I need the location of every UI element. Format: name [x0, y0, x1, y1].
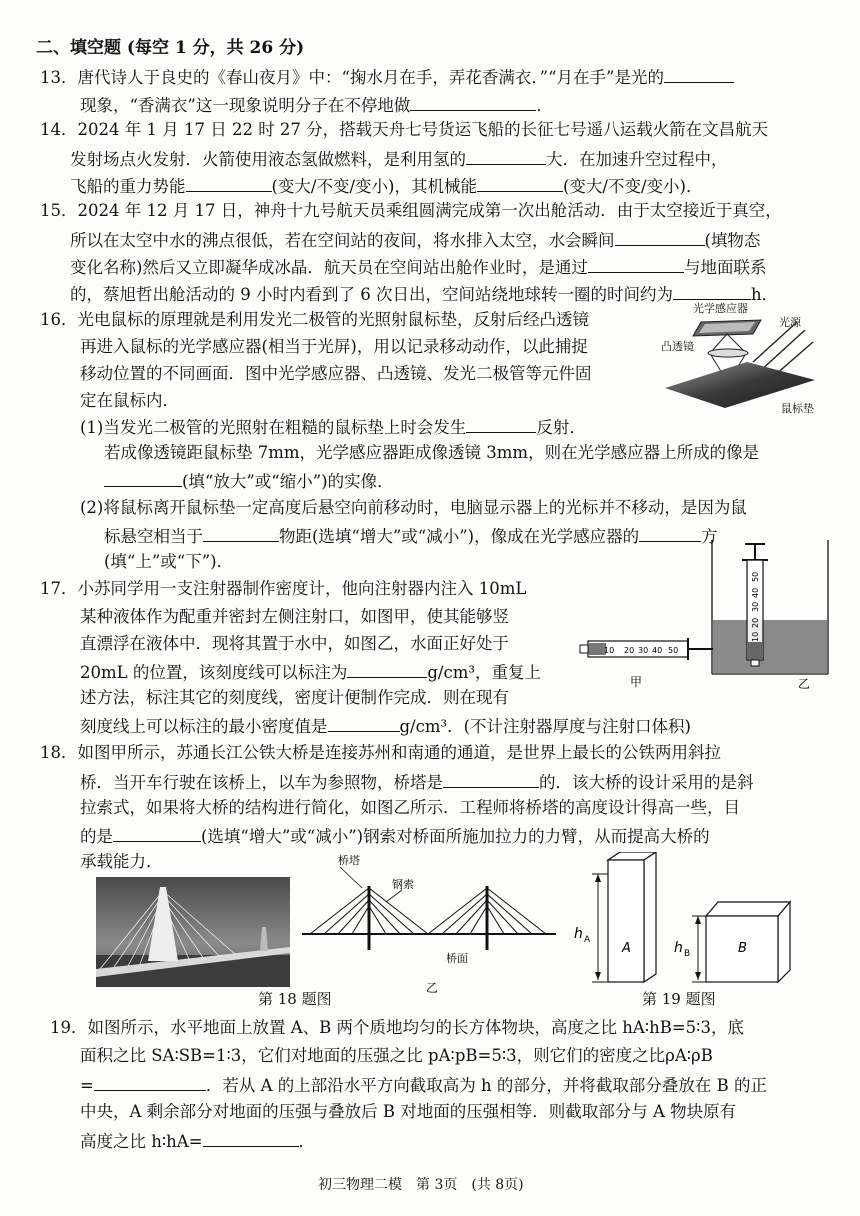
q19-text-a: =: [80, 1076, 94, 1095]
q18-line4: [80, 827, 710, 846]
q18-line1: 18．如图甲所示，苏通长江公铁大桥是连接苏州和南通的通道，是世界上最长的公铁两用斜拉: [40, 743, 721, 762]
q16-text-a: (1)当发光二极管的光照射在粗糙的鼠标垫上时会发生: [80, 418, 467, 437]
q17-text-a: 20mL 的位置，该刻度线可以标注为: [80, 663, 348, 682]
q15-text-d: 与地面联系: [683, 258, 767, 277]
hscale-40: 40: [652, 646, 663, 655]
label-yi: 乙: [798, 677, 811, 691]
q17-blank-2[interactable]: [328, 717, 400, 732]
label-cable: 钢索: [392, 878, 414, 891]
q19-line5: [80, 1132, 315, 1151]
label-b: B: [738, 941, 747, 956]
q16-text-e: 物距(选填“增大”或“减小”)，像成在光学感应器的: [279, 527, 640, 546]
q13-line2: [80, 96, 553, 115]
q18-text-c: 的是: [80, 827, 113, 846]
block-a: [608, 852, 656, 982]
label-hB: h: [674, 940, 683, 956]
q16-line1: 16．光电鼠标的原理就是利用发光二极管的光照射鼠标垫，反射后经凸透镜: [40, 310, 589, 329]
vscale-10: 10: [751, 631, 760, 642]
water: [713, 617, 827, 673]
q16-part2-line1: (2)将鼠标离开鼠标垫一定高度后悬空向前移动时，电脑显示器上的光标并不移动，是因为鼠: [80, 498, 747, 517]
q14-blank-2[interactable]: [186, 177, 272, 192]
q19-blank-2[interactable]: [203, 1132, 299, 1147]
q15-text-b: (填物态: [704, 231, 761, 250]
label-hA-sub: A: [584, 935, 591, 945]
q18-blank-2[interactable]: [113, 827, 201, 842]
q19-line1: 19．如图所示，水平地面上放置 A、B 两个质地均匀的长方体物块，高度之比 hA∶hB=5∶3，底: [50, 1018, 744, 1037]
label-hB-sub: B: [684, 949, 691, 959]
vscale-30: 30: [751, 601, 760, 612]
q18-line5: 承载能力．: [80, 852, 163, 871]
label-light-source: 光源: [779, 316, 801, 329]
q16-text-b: 反射．: [536, 418, 586, 437]
q15-blank-3[interactable]: [673, 285, 751, 300]
q16-part1-line2: 若成像透镜距鼠标垫 7mm，光学感应器距成像透镜 3mm，则在光学感应器上所成的像是: [104, 443, 760, 462]
q16-blank-3[interactable]: [203, 527, 279, 542]
q19-line3: [80, 1076, 767, 1095]
optical-mouse-figure: [655, 300, 825, 420]
label-hA: h: [574, 926, 583, 942]
q18-line2: [80, 773, 754, 792]
q17-line3: 直漂浮在液体中．现将其置于水中，如图乙，水面正好处于: [80, 634, 509, 653]
q16-text-c: (填“放大”或“缩小”)的实像．: [182, 472, 394, 491]
syringe-horizontal: [580, 638, 718, 689]
q14-blank-3[interactable]: [477, 177, 563, 192]
q15-blank-1[interactable]: [615, 231, 705, 246]
label-jia: 甲: [630, 675, 643, 689]
bridge-photo: [96, 877, 290, 987]
q15-text-c: 变化名称)然后又立即凝华成冰晶．航天员在空间站出舱作业时，是通过: [70, 258, 588, 277]
label-yi-18: 乙: [426, 981, 439, 995]
label-tower: 桥塔: [338, 854, 360, 867]
q14-text-d: (变大/不变/变小)，其机械能: [271, 177, 477, 196]
q18-text-b: 的．该大桥的设计采用的是斜: [539, 773, 754, 792]
q14-text-e: (变大/不变/变小)．: [563, 177, 703, 196]
page-footer: 初三物理二模 第 3页 (共 8页): [318, 1177, 524, 1193]
q13-blank-2[interactable]: [410, 96, 536, 111]
q17-line5: 述方法，标注其它的刻度线，密度计便制作完成．则在现有: [80, 688, 509, 707]
label-lens: 凸透镜: [661, 340, 694, 353]
q18-text-a: 桥．当开车行驶在该桥上，以车为参照物，桥塔是: [80, 773, 443, 792]
q16-part1-line1: [80, 418, 586, 437]
q19-line2: 面积之比 SA∶SB=1∶3，它们对地面的压强之比 pA∶pB=5∶3，则它们的密度之比ρA∶ρB: [80, 1046, 713, 1065]
q17-line1: 17．小苏同学用一支注射器制作密度计，他向注射器内注入 10mL: [40, 579, 527, 598]
q15-blank-2[interactable]: [588, 258, 684, 273]
q15-text-f: h．: [750, 285, 779, 304]
q16-line2: 再进入鼠标的光学感应器(相当于光屏)，用以记录移动动作，以此捕捉: [80, 337, 588, 356]
q13-line1: [40, 68, 734, 87]
label-a: A: [622, 941, 631, 956]
q13-blank-1[interactable]: [664, 68, 734, 83]
q14-blank-1[interactable]: [466, 150, 546, 165]
q15-line3: [70, 258, 766, 277]
q18-text-d: (选填“增大”或“减小”)钢索对桥面所施加拉力的力臂，从而提高大桥的: [201, 827, 710, 846]
q13-text-c: ．: [536, 96, 553, 115]
q16-text-d: 标悬空相当于: [104, 527, 203, 546]
label-sensor: 光学感应器: [693, 302, 748, 315]
q14-text-c: 飞船的重力势能: [70, 177, 186, 196]
q16-part2-line3: (填“上”或“下”)．: [104, 552, 234, 571]
q16-line4: 定在鼠标内．: [80, 391, 179, 410]
q16-text-f: 方: [701, 527, 718, 546]
q13-text-a: 13．唐代诗人于良史的《春山夜月》中：“掬水月在手，弄花香满衣．”“月在手”是光的: [40, 68, 664, 87]
convex-lens-shape: [708, 349, 748, 357]
section-title: 二、填空题 (每空 1 分，共 26 分): [36, 38, 305, 58]
hscale-30: 30: [638, 646, 649, 655]
q16-line3: 移动位置的不同画面．图中光学感应器、凸透镜、发光二极管等元件固: [80, 364, 592, 383]
label-mouse-pad: 鼠标垫: [781, 402, 814, 415]
q14-text-a: 发射场点火发射．火箭使用液态氢做燃料，是利用氢的: [70, 150, 466, 169]
q17-line4: [80, 663, 541, 682]
q15-line2: [70, 231, 760, 250]
q17-blank-1[interactable]: [347, 663, 427, 678]
q13-text-b: 现象，“香满衣”这一现象说明分子在不停地做: [80, 96, 411, 115]
q19-text-c: 高度之比 h∶hA=: [80, 1132, 203, 1151]
bridge-diagram: [300, 850, 558, 1000]
hscale-20: 20: [624, 646, 635, 655]
light-ray-3: [753, 322, 797, 362]
q17-text-c: 刻度线上可以标注的最小密度值是: [80, 717, 328, 736]
q15-text-a: 所以在太空中水的沸点很低，若在空间站的夜间，将水排入太空，水会瞬间: [70, 231, 615, 250]
q17-line6: [80, 717, 691, 736]
q17-text-b: g/cm³，重复上: [427, 663, 541, 682]
q19-line4: 中央，A 剩余部分对地面的压强与叠放后 B 对地面的压强相等．则截取部分与 A 物块原有: [80, 1102, 737, 1121]
syringe-figure: [578, 538, 840, 698]
caption-q18: 第 18 题图: [258, 990, 332, 1008]
q14-text-b: 大．在加速升空过程中，: [546, 150, 728, 169]
syringe-liquid: [748, 642, 762, 660]
vscale-50: 50: [751, 571, 760, 582]
q15-text-e: 的，蔡旭哲出舱活动的 9 小时内看到了 6 次日出，空间站绕地球转一圈的时间约为: [70, 285, 673, 304]
q18-line3: 拉索式，如果将大桥的结构进行简化，如图乙所示．工程师将桥塔的高度设计得高一些，目: [80, 798, 740, 817]
q15-line1: 15．2024 年 12 月 17 日，神舟十九号航天员乘组圆满完成第一次出舱活动．由于太空接近于真空，: [40, 201, 782, 220]
q17-text-d: g/cm³．(不计注射器厚度与注射口体积): [399, 717, 691, 736]
q19-blank-1[interactable]: [94, 1076, 206, 1091]
q19-text-d: ．: [298, 1132, 316, 1151]
q19-text-b: ．若从 A 的上部沿水平方向截取高为 h 的部分，并将截取部分叠放在 B 的正: [205, 1076, 767, 1095]
q14-line1: 14．2024 年 1 月 17 日 22 时 27 分，搭载天舟七号货运飞船的长征七号遥八运载火箭在文昌航天: [40, 120, 769, 139]
vscale-20: 20: [751, 617, 760, 628]
q16-blank-1[interactable]: [466, 418, 536, 433]
q16-blank-2[interactable]: [104, 472, 182, 487]
q14-line2: [70, 150, 728, 169]
vscale-40: 40: [751, 587, 760, 598]
hscale-50: 50: [668, 646, 679, 655]
q18-blank-1[interactable]: [443, 773, 539, 788]
label-deck: 桥面: [446, 952, 468, 965]
hscale-10: 10: [604, 646, 615, 655]
caption-q19: 第 19 题图: [642, 990, 716, 1008]
block-b: [706, 902, 790, 982]
q17-line2: 某种液体作为配重并密封左侧注射口，如图甲，使其能够竖: [80, 607, 509, 626]
q16-part1-line3: [104, 472, 394, 491]
cables-diagram: [310, 888, 546, 934]
q14-line3: [70, 177, 703, 196]
blocks-figure: [568, 852, 838, 992]
beaker-with-syringe: [712, 540, 828, 691]
